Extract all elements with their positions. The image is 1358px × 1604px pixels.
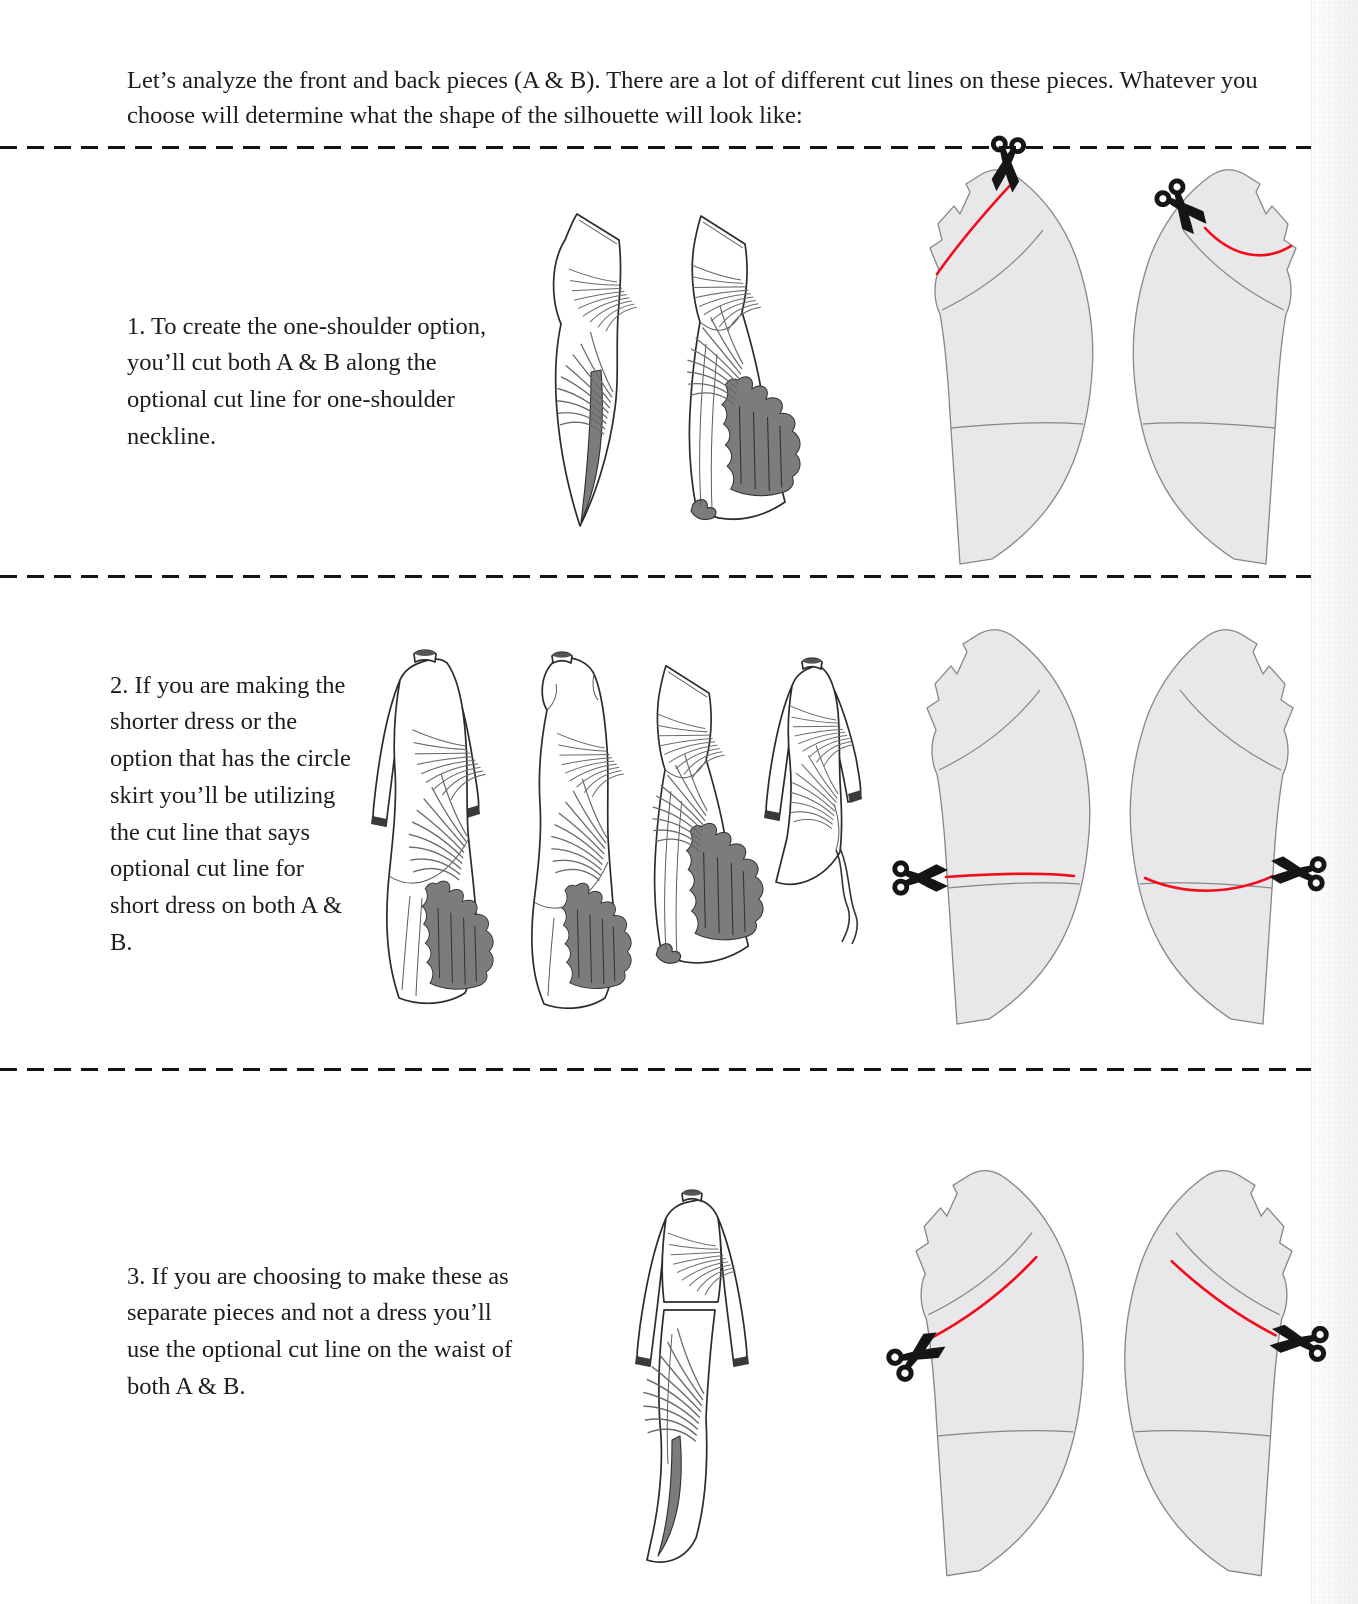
pattern-piece-back [1130, 630, 1293, 1024]
waist-seam-dress-illustration [608, 1180, 773, 1572]
step-1-text: 1. To create the one-shoulder option, you’ll cut both A & B along the optional cut line for one-shoulder neckline. [127, 312, 487, 450]
scissors-icon [1269, 854, 1325, 890]
step-3-text: 3. If you are choosing to make these as separate pieces and not a dress you’ll use the optional cut line on the waist of both A & B. [127, 1262, 513, 1400]
pattern-pieces-waist-cut [878, 1146, 1330, 1578]
one-shoulder-gown-ruffle-hem [676, 216, 801, 520]
intro-paragraph: Let’s analyze the front and back pieces (A & B). There are a lot of different cut lines on these pieces. Whatever you choose will determine what the shape of the silhouette will look like: [127, 66, 1258, 130]
scissors-icon [895, 863, 948, 893]
dashed-divider [0, 575, 1312, 578]
pattern-piece-front [916, 1171, 1083, 1576]
pattern-piece-back [1133, 170, 1296, 564]
short-long-sleeve-dress-with-ties [764, 658, 862, 944]
short-dress-option-illustrations [362, 640, 890, 1012]
long-sleeve-dress-with-waist-seam [635, 1190, 749, 1562]
pattern-piece-front [927, 630, 1090, 1024]
step-2-text: 2. If you are making the shorter dress or the option that has the circle skirt you’ll be utilizing the cut line that says optional cut line for short dress on both A & B. [110, 671, 351, 956]
long-sleeve-ruffle-gown [371, 650, 493, 1003]
pattern-pieces-short-dress-cut [890, 606, 1330, 1026]
dashed-divider [0, 1068, 1312, 1071]
pattern-pieces-neckline-cut [893, 146, 1333, 566]
pattern-piece-back [1125, 1171, 1292, 1576]
sleeveless-ruffle-gown [532, 652, 631, 1008]
one-shoulder-dress-illustrations [533, 198, 805, 530]
one-shoulder-ruffle-gown [641, 666, 763, 964]
pattern-piece-front [930, 170, 1093, 564]
one-shoulder-gown-plain [550, 214, 637, 526]
